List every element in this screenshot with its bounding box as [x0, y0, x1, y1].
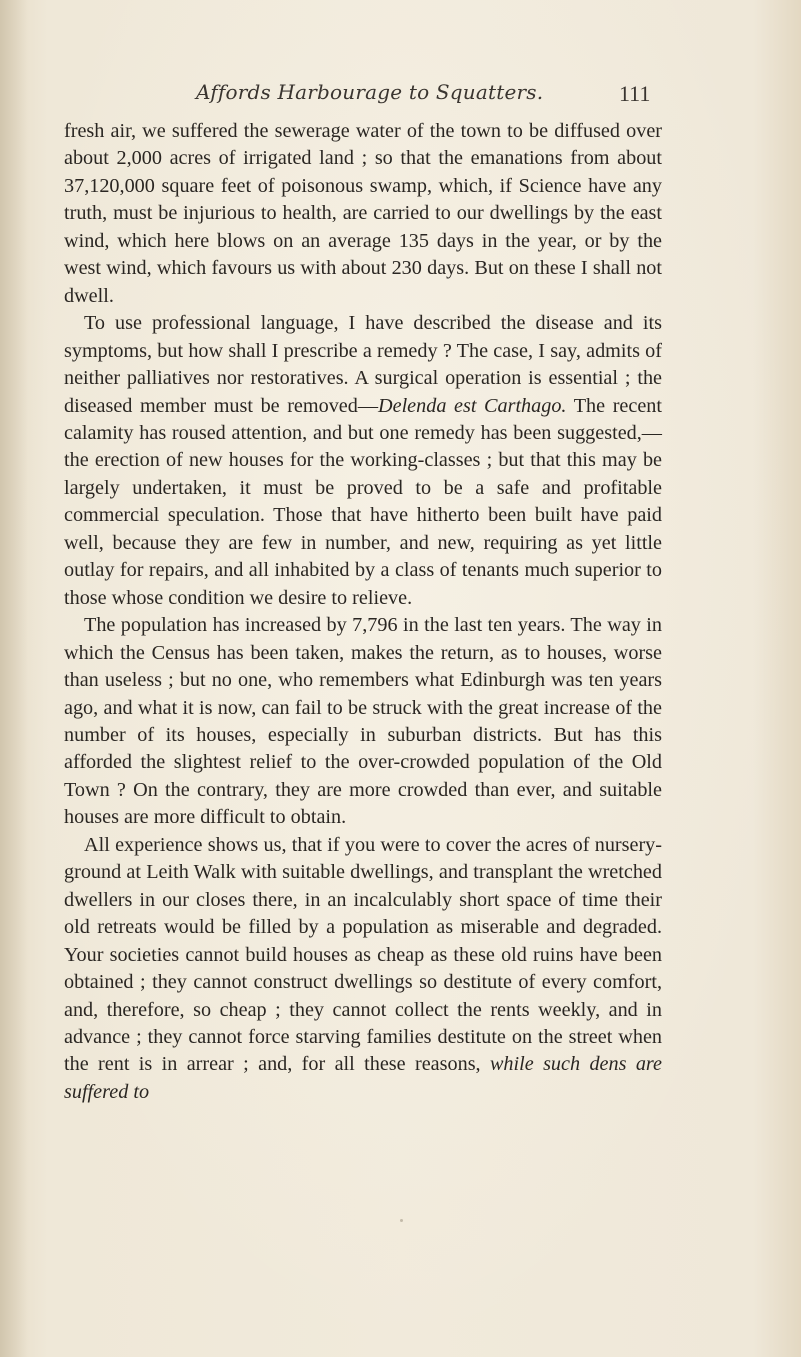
text-run: fresh air, we suffered the sewerage water of the town to be diffused over about 2,000 acres of irrigated land ; so that the emanations from about 37,120,000 square feet of poisonous swamp, which, if Science have any truth, must be injurious to health, are carried to our dwellings by the east wind, which here blows on an average 135 days in the year, or by the west wind, which favours us with about 230 days. But on these I shall not dwell. [64, 120, 662, 307]
text-run: The population has increased by 7,796 in the last ten years. The way in which the Census has been taken, makes the return, as to houses, worse than useless ; but no one, who remembers what Edinburgh was ten years ago, and what it is now, can fail to be struck with the great increase of the number of its houses, especially in suburban districts. But has this afforded the slightest relief to the over-crowded population of the Old Town ? On the contrary, they are more crowded than ever, and suitable houses are more difficult to obtain. [64, 614, 662, 829]
running-title: Affords Harbourage to Squatters. [196, 80, 544, 104]
paper-fleck [400, 1219, 403, 1222]
text-run: All experience shows us, that if you were to cover the acres of nursery-ground at Leith Walk with suitable dwellings, and transplant the wretched dwellers in our closes there, in an incalculably short space of time their old retreats would be filled by a population as miserable and degraded. Your societies cannot build houses as cheap as these old ruins have been obtained ; they cannot construct dwellings so destitute of every comfort, and, therefore, so cheap ; they cannot collect the rents weekly, and in advance ; they cannot force starving families destitute on the street when the rent is in arrear ; and, for all these reasons, [64, 833, 662, 1076]
text-run: The recent calamity has roused attention, and but one remedy has been suggested,—the erection of new houses for the working-classes ; but that this may be largely undertaken, it must be proved to be a safe and profitable commercial speculation. Those that have hitherto been built have paid well, because they are few in number, and new, requiring as yet little outlay for repairs, and all inhabited by a class of tenants much superior to those whose condition we desire to relieve. [64, 394, 662, 609]
page-gutter-shadow [0, 0, 28, 1357]
italic-latin-phrase: Delenda est Carthago. [378, 394, 567, 417]
paragraph [64, 832, 662, 1107]
paragraph [64, 612, 662, 832]
paragraph [64, 118, 662, 310]
page-number: 111 [619, 81, 651, 106]
paragraph [64, 310, 662, 612]
text-run: To use professional language, I have described the disease and its symptoms, but how shall I prescribe a remedy ? The case, I say, admits of neither palliatives nor restoratives. A surgical operation is essential ; the diseased member must be removed— [64, 312, 662, 417]
body-text [64, 118, 662, 1106]
italic-emphasis: while such dens are suffered to [64, 1053, 662, 1103]
